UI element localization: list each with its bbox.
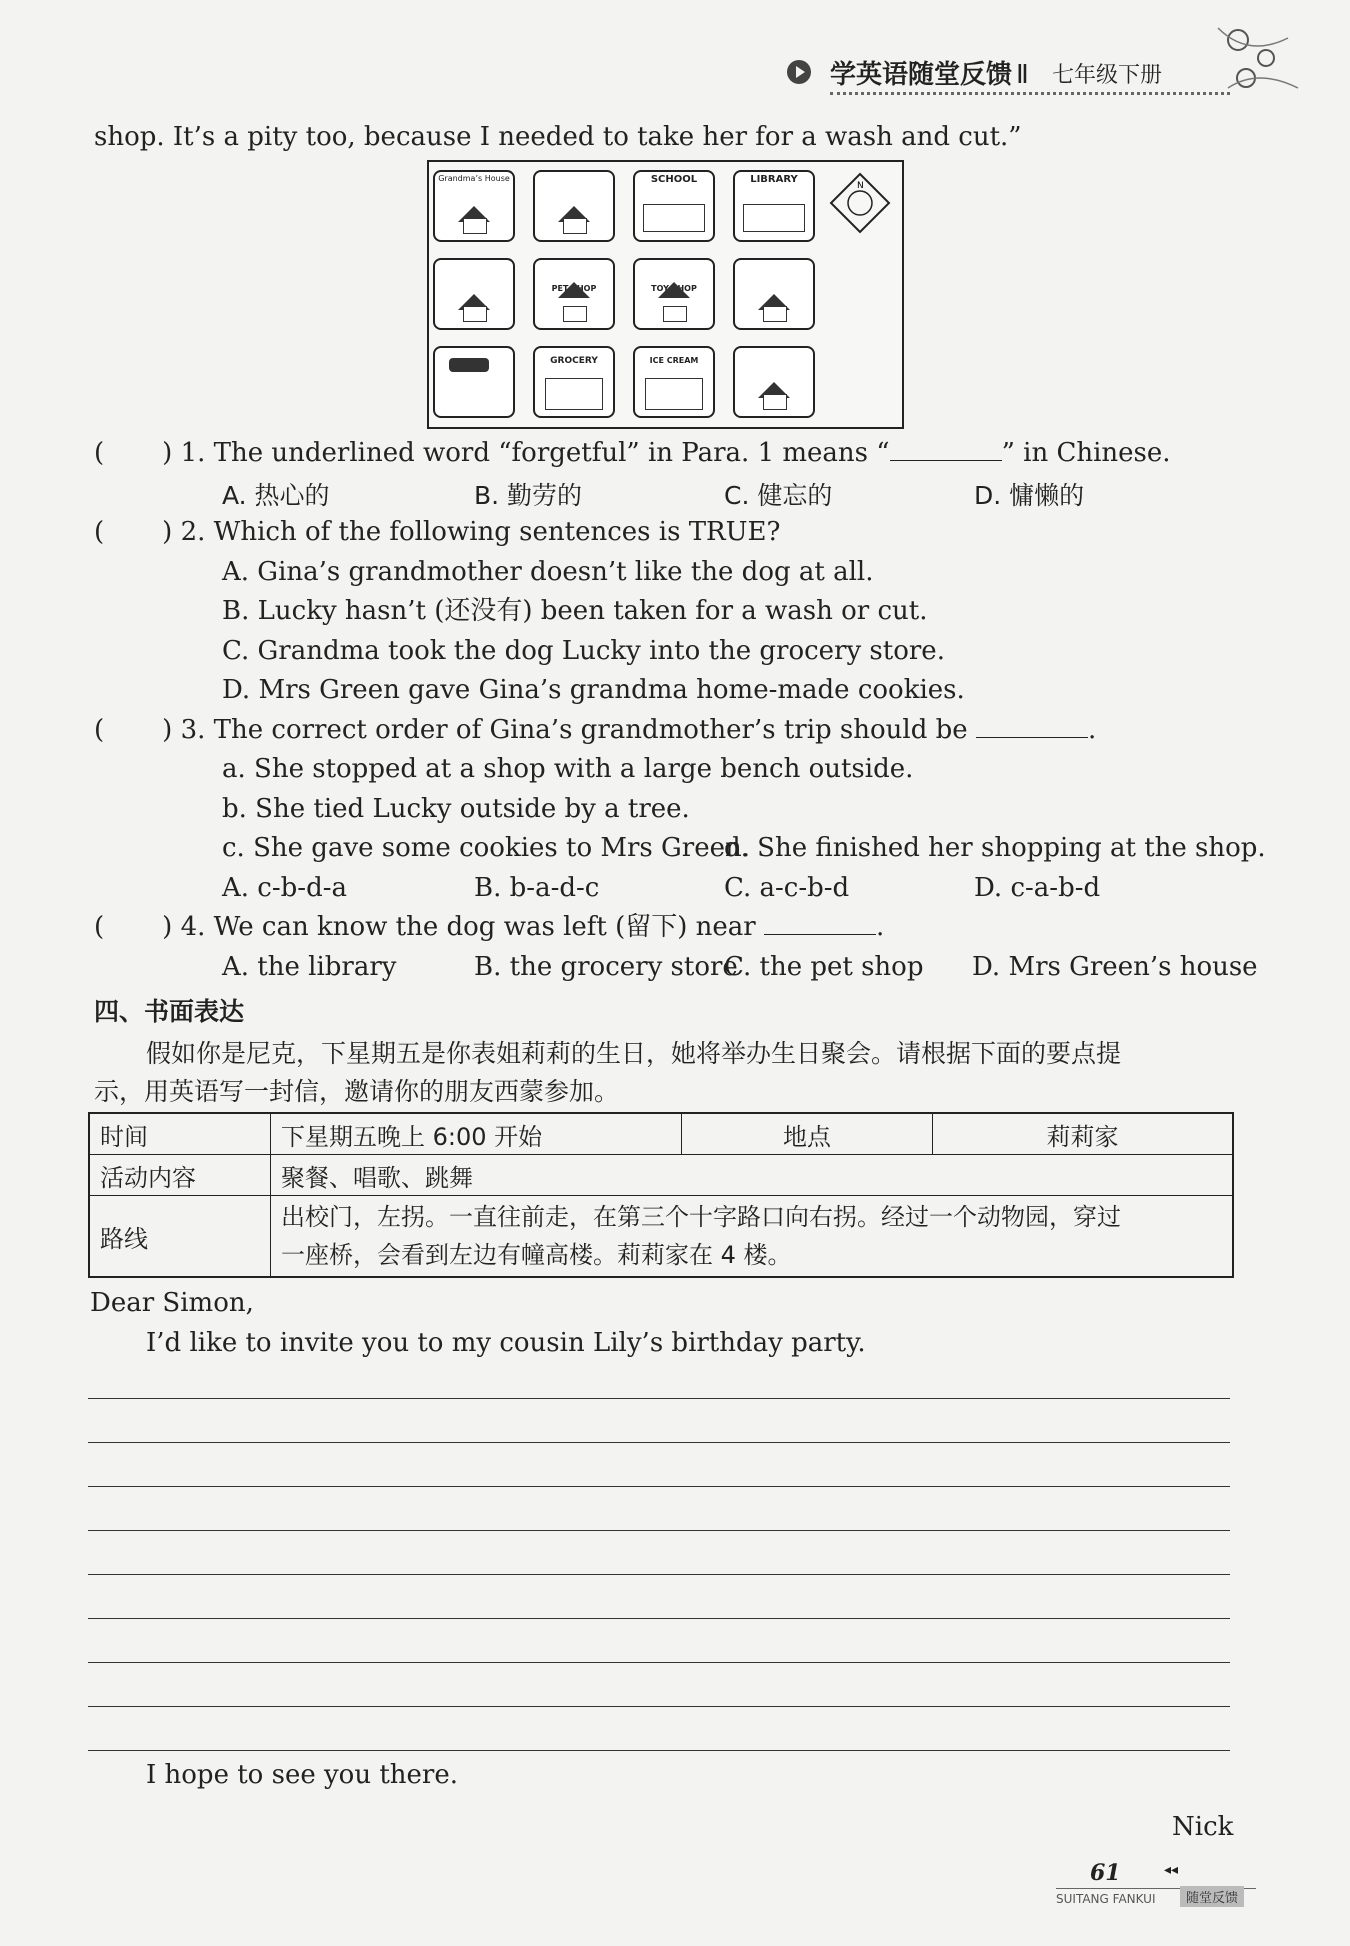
writing-prompt-line-2: 示，用英语写一封信，邀请你的朋友西蒙参加。 <box>94 1077 620 1106</box>
footer-brand-cn: 随堂反馈 <box>1180 1886 1244 1907</box>
map-tile-library: LIBRARY <box>733 170 815 242</box>
page-number: 61 <box>1090 1860 1121 1886</box>
q2-row: ( ) 2. Which of the following sentences is TRUE? <box>94 517 781 547</box>
writing-prompt-line-1: 假如你是尼克，下星期五是你表姐莉莉的生日，她将举办生日聚会。请根据下面的要点提 <box>146 1039 1122 1068</box>
q3-item-c: c. She gave some cookies to Mrs Green. <box>222 833 751 863</box>
place-value: 莉莉家 <box>933 1113 1234 1155</box>
q1-option-c[interactable]: C. 健忘的 <box>724 481 833 510</box>
q3-option-a[interactable]: A. c-b-d-a <box>222 873 348 903</box>
writing-line[interactable] <box>88 1706 1230 1707</box>
q1-option-b[interactable]: B. 勤劳的 <box>474 481 583 510</box>
play-circle-icon <box>787 60 811 84</box>
map-tile-toy-shop: TOY SHOP <box>633 258 715 330</box>
q2-option-b[interactable]: B. Lucky hasn’t (还没有) been taken for a wash or cut. <box>222 596 928 626</box>
q1-stem: 1. The underlined word “forgetful” in Para. 1 means “ <box>180 438 890 468</box>
q3-blank[interactable] <box>976 737 1088 738</box>
map-tile-school: SCHOOL <box>633 170 715 242</box>
map-tile-ice-cream: ICE CREAM <box>633 346 715 418</box>
header-title: 学英语随堂反馈 Ⅱ <box>830 60 1029 90</box>
q3-row: ( ) 3. The correct order of Gina’s grandmother’s trip should be . <box>94 715 1097 745</box>
time-value: 下星期五晚上 6:00 开始 <box>271 1113 682 1155</box>
writing-line[interactable] <box>88 1486 1230 1487</box>
letter-greeting: Dear Simon, <box>90 1288 254 1318</box>
q3-option-d[interactable]: D. c-a-b-d <box>974 873 1101 903</box>
arrow-left-icon: ◂◂ <box>1164 1862 1179 1878</box>
writing-line[interactable] <box>88 1574 1230 1575</box>
letter-opening: I’d like to invite you to my cousin Lily’s birthday party. <box>146 1328 866 1358</box>
footer-brand-en: SUITANG FANKUI <box>1056 1892 1156 1906</box>
map-tile-house <box>433 258 515 330</box>
writing-line[interactable] <box>88 1398 1230 1399</box>
info-table <box>88 1112 1234 1278</box>
letter-signature: Nick <box>1172 1812 1234 1842</box>
q2-option-d[interactable]: D. Mrs Green gave Gina’s grandma home-made cookies. <box>222 675 965 705</box>
place-label: 地点 <box>682 1113 933 1155</box>
q4-blank[interactable] <box>764 934 876 935</box>
activity-value: 聚餐、唱歌、跳舞 <box>271 1155 1234 1196</box>
q4-stem: 4. We can know the dog was left (留下) near <box>180 912 756 942</box>
table-row <box>89 1155 1233 1196</box>
letter-closing: I hope to see you there. <box>146 1760 458 1790</box>
q3-option-b[interactable]: B. b-a-d-c <box>474 873 600 903</box>
q3-option-c[interactable]: C. a-c-b-d <box>724 873 850 903</box>
q1-row: ( ) 1. The underlined word “forgetful” in Para. 1 means “ ” in Chinese. <box>94 438 1171 468</box>
q2-option-a[interactable]: A. Gina’s grandmother doesn’t like the dog at all. <box>222 557 874 587</box>
map-tile-house-bench <box>733 346 815 418</box>
map-tile-house <box>533 170 615 242</box>
q1-option-d[interactable]: D. 慵懒的 <box>974 481 1085 510</box>
map-tile-grocery: GROCERY <box>533 346 615 418</box>
svg-text:N: N <box>857 181 864 191</box>
map-tile-car <box>433 346 515 418</box>
header-divider <box>830 92 1230 95</box>
q3-item-d: d. She finished her shopping at the shop. <box>724 833 1266 863</box>
q4-option-a[interactable]: A. the library <box>222 952 397 982</box>
map-tile-grandmas-house: Grandma’s House <box>433 170 515 242</box>
header-grade: 七年级下册 <box>1052 63 1163 88</box>
town-map <box>427 160 904 429</box>
passage-last-line: shop. It’s a pity too, because I needed to take her for a wash and cut.” <box>94 122 1022 152</box>
writing-line[interactable] <box>88 1618 1230 1619</box>
writing-line[interactable] <box>88 1530 1230 1531</box>
time-label: 时间 <box>89 1113 271 1155</box>
q2-stem: 2. Which of the following sentences is TRUE? <box>180 517 781 547</box>
compass-icon <box>829 172 891 234</box>
map-tile-pet-shop: PET SHOP <box>533 258 615 330</box>
route-value: 出校门，左拐。一直往前走，在第三个十字路口向右拐。经过一个动物园，穿过 一座桥，会看到左边有幢高楼。莉莉家在 4 楼。 <box>271 1196 1234 1278</box>
q1-blank[interactable] <box>890 460 1002 461</box>
flower-decoration-icon <box>1208 18 1308 98</box>
writing-line[interactable] <box>88 1662 1230 1663</box>
q1-option-a[interactable]: A. 热心的 <box>222 481 330 510</box>
table-row <box>89 1113 1233 1155</box>
q4-option-b[interactable]: B. the grocery store <box>474 952 738 982</box>
map-tile-house <box>733 258 815 330</box>
q4-option-d[interactable]: D. Mrs Green’s house <box>972 952 1258 982</box>
q3-item-b: b. She tied Lucky outside by a tree. <box>222 794 690 824</box>
writing-line[interactable] <box>88 1442 1230 1443</box>
q3-item-a: a. She stopped at a shop with a large bench outside. <box>222 754 914 784</box>
q2-option-c[interactable]: C. Grandma took the dog Lucky into the grocery store. <box>222 636 945 666</box>
activity-label: 活动内容 <box>89 1155 271 1196</box>
section-heading: 四、书面表达 <box>94 997 245 1026</box>
table-row <box>89 1196 1233 1278</box>
q3-stem: 3. The correct order of Gina’s grandmother’s trip should be <box>180 715 968 745</box>
q4-option-c[interactable]: C. the pet shop <box>724 952 924 982</box>
route-label: 路线 <box>89 1196 271 1278</box>
q4-row: ( ) 4. We can know the dog was left (留下) near . <box>94 912 885 942</box>
writing-line[interactable] <box>88 1750 1230 1751</box>
